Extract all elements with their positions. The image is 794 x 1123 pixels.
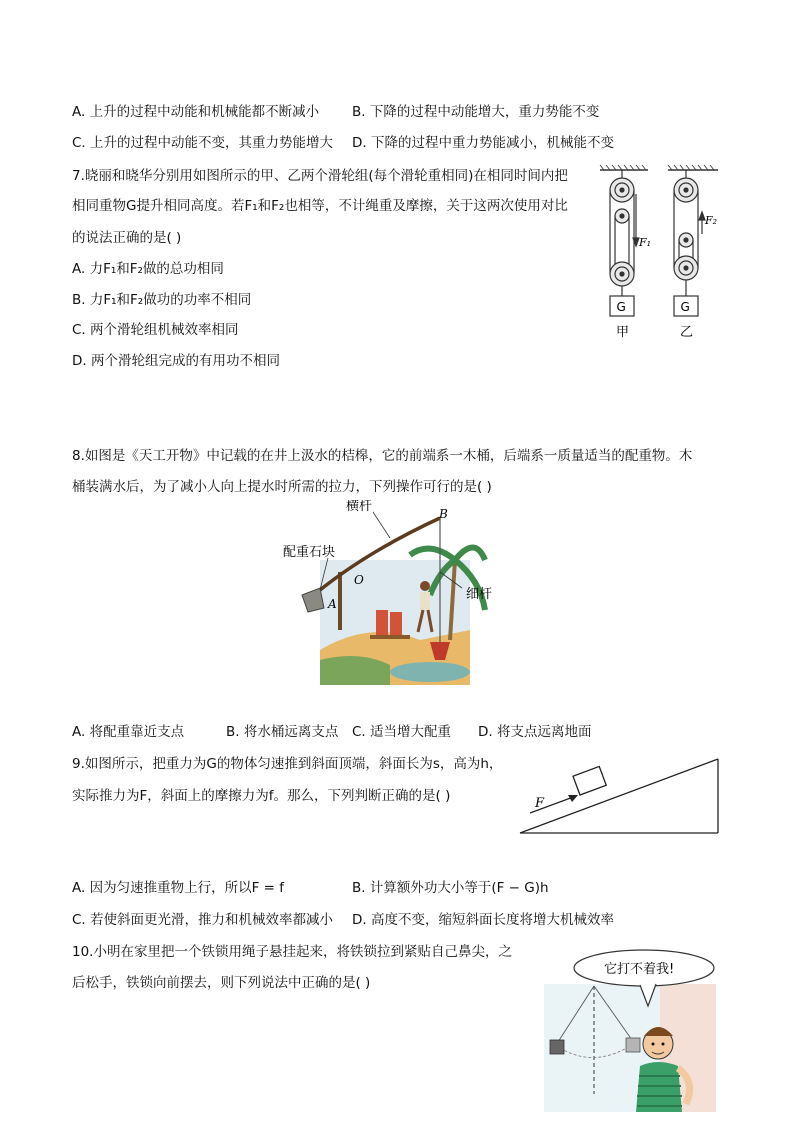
q7-option-d: D. 两个滑轮组完成的有用功不相同 <box>72 353 280 369</box>
q9-stem-line2: 实际推力为F，斜面上的摩擦力为f。那么，下列判断正确的是( ) <box>72 788 451 804</box>
q7-stem-line1: 7.晓丽和晓华分别用如图所示的甲、乙两个滑轮组(每个滑轮重相同)在相同时间内把 <box>72 168 568 184</box>
q6-option-d: D. 下降的过程中重力势能减小，机械能不变 <box>352 135 614 151</box>
force-f2-label: F₂ <box>705 214 718 227</box>
q6-option-b: B. 下降的过程中动能增大，重力势能不变 <box>352 104 600 120</box>
q7-stem-line3: 的说法正确的是( ) <box>72 230 182 246</box>
q8-stem-line1: 8.如图是《天工开物》中记载的在井上汲水的桔槔，它的前端系一木桶，后端系一质量适当的配重物。木 <box>72 448 693 464</box>
q8-stem-line2: 桶装满水后，为了减小人向上提水时所需的拉力，下列操作可行的是( ) <box>72 479 492 495</box>
label-point-a: A <box>328 597 337 611</box>
pulley-left <box>610 170 639 296</box>
q9-option-c: C. 若使斜面更光滑，推力和机械效率都减小 <box>72 912 334 928</box>
incline-figure <box>518 755 723 837</box>
q9-option-b: B. 计算额外功大小等于(F − G)h <box>352 880 549 896</box>
speech-bubble-text: 它打不着我! <box>604 962 675 977</box>
weight-label-right: G <box>680 300 690 314</box>
q8-option-a: A. 将配重靠近支点 <box>72 724 185 740</box>
q7-option-b: B. 力F₁和F₂做功的功率不相同 <box>72 292 252 308</box>
well-lever-figure <box>280 500 520 690</box>
q6-option-c: C. 上升的过程中动能不变，其重力势能增大 <box>72 135 334 151</box>
pulley-system-figure <box>596 164 726 344</box>
q7-option-a: A. 力F₁和F₂做的总功相同 <box>72 261 224 277</box>
weight-label-left: G <box>616 300 626 314</box>
q9-option-a: A. 因为匀速推重物上行，所以F = f <box>72 880 284 896</box>
label-thin-rod: 细杆 <box>466 587 493 602</box>
force-f1-label: F₁ <box>639 236 652 249</box>
q8-option-b: B. 将水桶远离支点 <box>226 724 339 740</box>
label-yi: 乙 <box>680 325 694 340</box>
q9-option-d: D. 高度不变，缩短斜面长度将增大机械效率 <box>352 912 614 928</box>
pulley-right <box>674 170 705 296</box>
q6-option-a: A. 上升的过程中动能和机械能都不断减小 <box>72 104 320 120</box>
q10-stem-line1: 10.小明在家里把一个铁锁用绳子悬挂起来，将铁锁拉到紧贴自己鼻尖，之 <box>72 944 512 960</box>
q9-stem-line1: 9.如图所示，把重力为G的物体匀速推到斜面顶端，斜面长为s，高为h， <box>72 756 503 772</box>
label-pivot-o: O <box>354 573 364 587</box>
label-jia: 甲 <box>616 325 630 340</box>
q8-option-c: C. 适当增大配重 <box>352 724 452 740</box>
label-counterweight: 配重石块 <box>283 545 336 560</box>
pendulum-lock-figure <box>540 944 720 1114</box>
force-f-label: F <box>535 796 545 811</box>
q8-option-d: D. 将支点远离地面 <box>478 724 592 740</box>
q7-stem-line2: 相同重物G提升相同高度。若F₁和F₂也相等，不计绳重及摩擦，关于这两次使用对比 <box>72 198 568 214</box>
label-crossbar: 横杆 <box>346 500 373 514</box>
label-point-b: B <box>439 507 448 521</box>
q10-stem-line2: 后松手，铁锁向前摆去，则下列说法中正确的是( ) <box>72 975 371 991</box>
q7-option-c: C. 两个滑轮组机械效率相同 <box>72 322 239 338</box>
